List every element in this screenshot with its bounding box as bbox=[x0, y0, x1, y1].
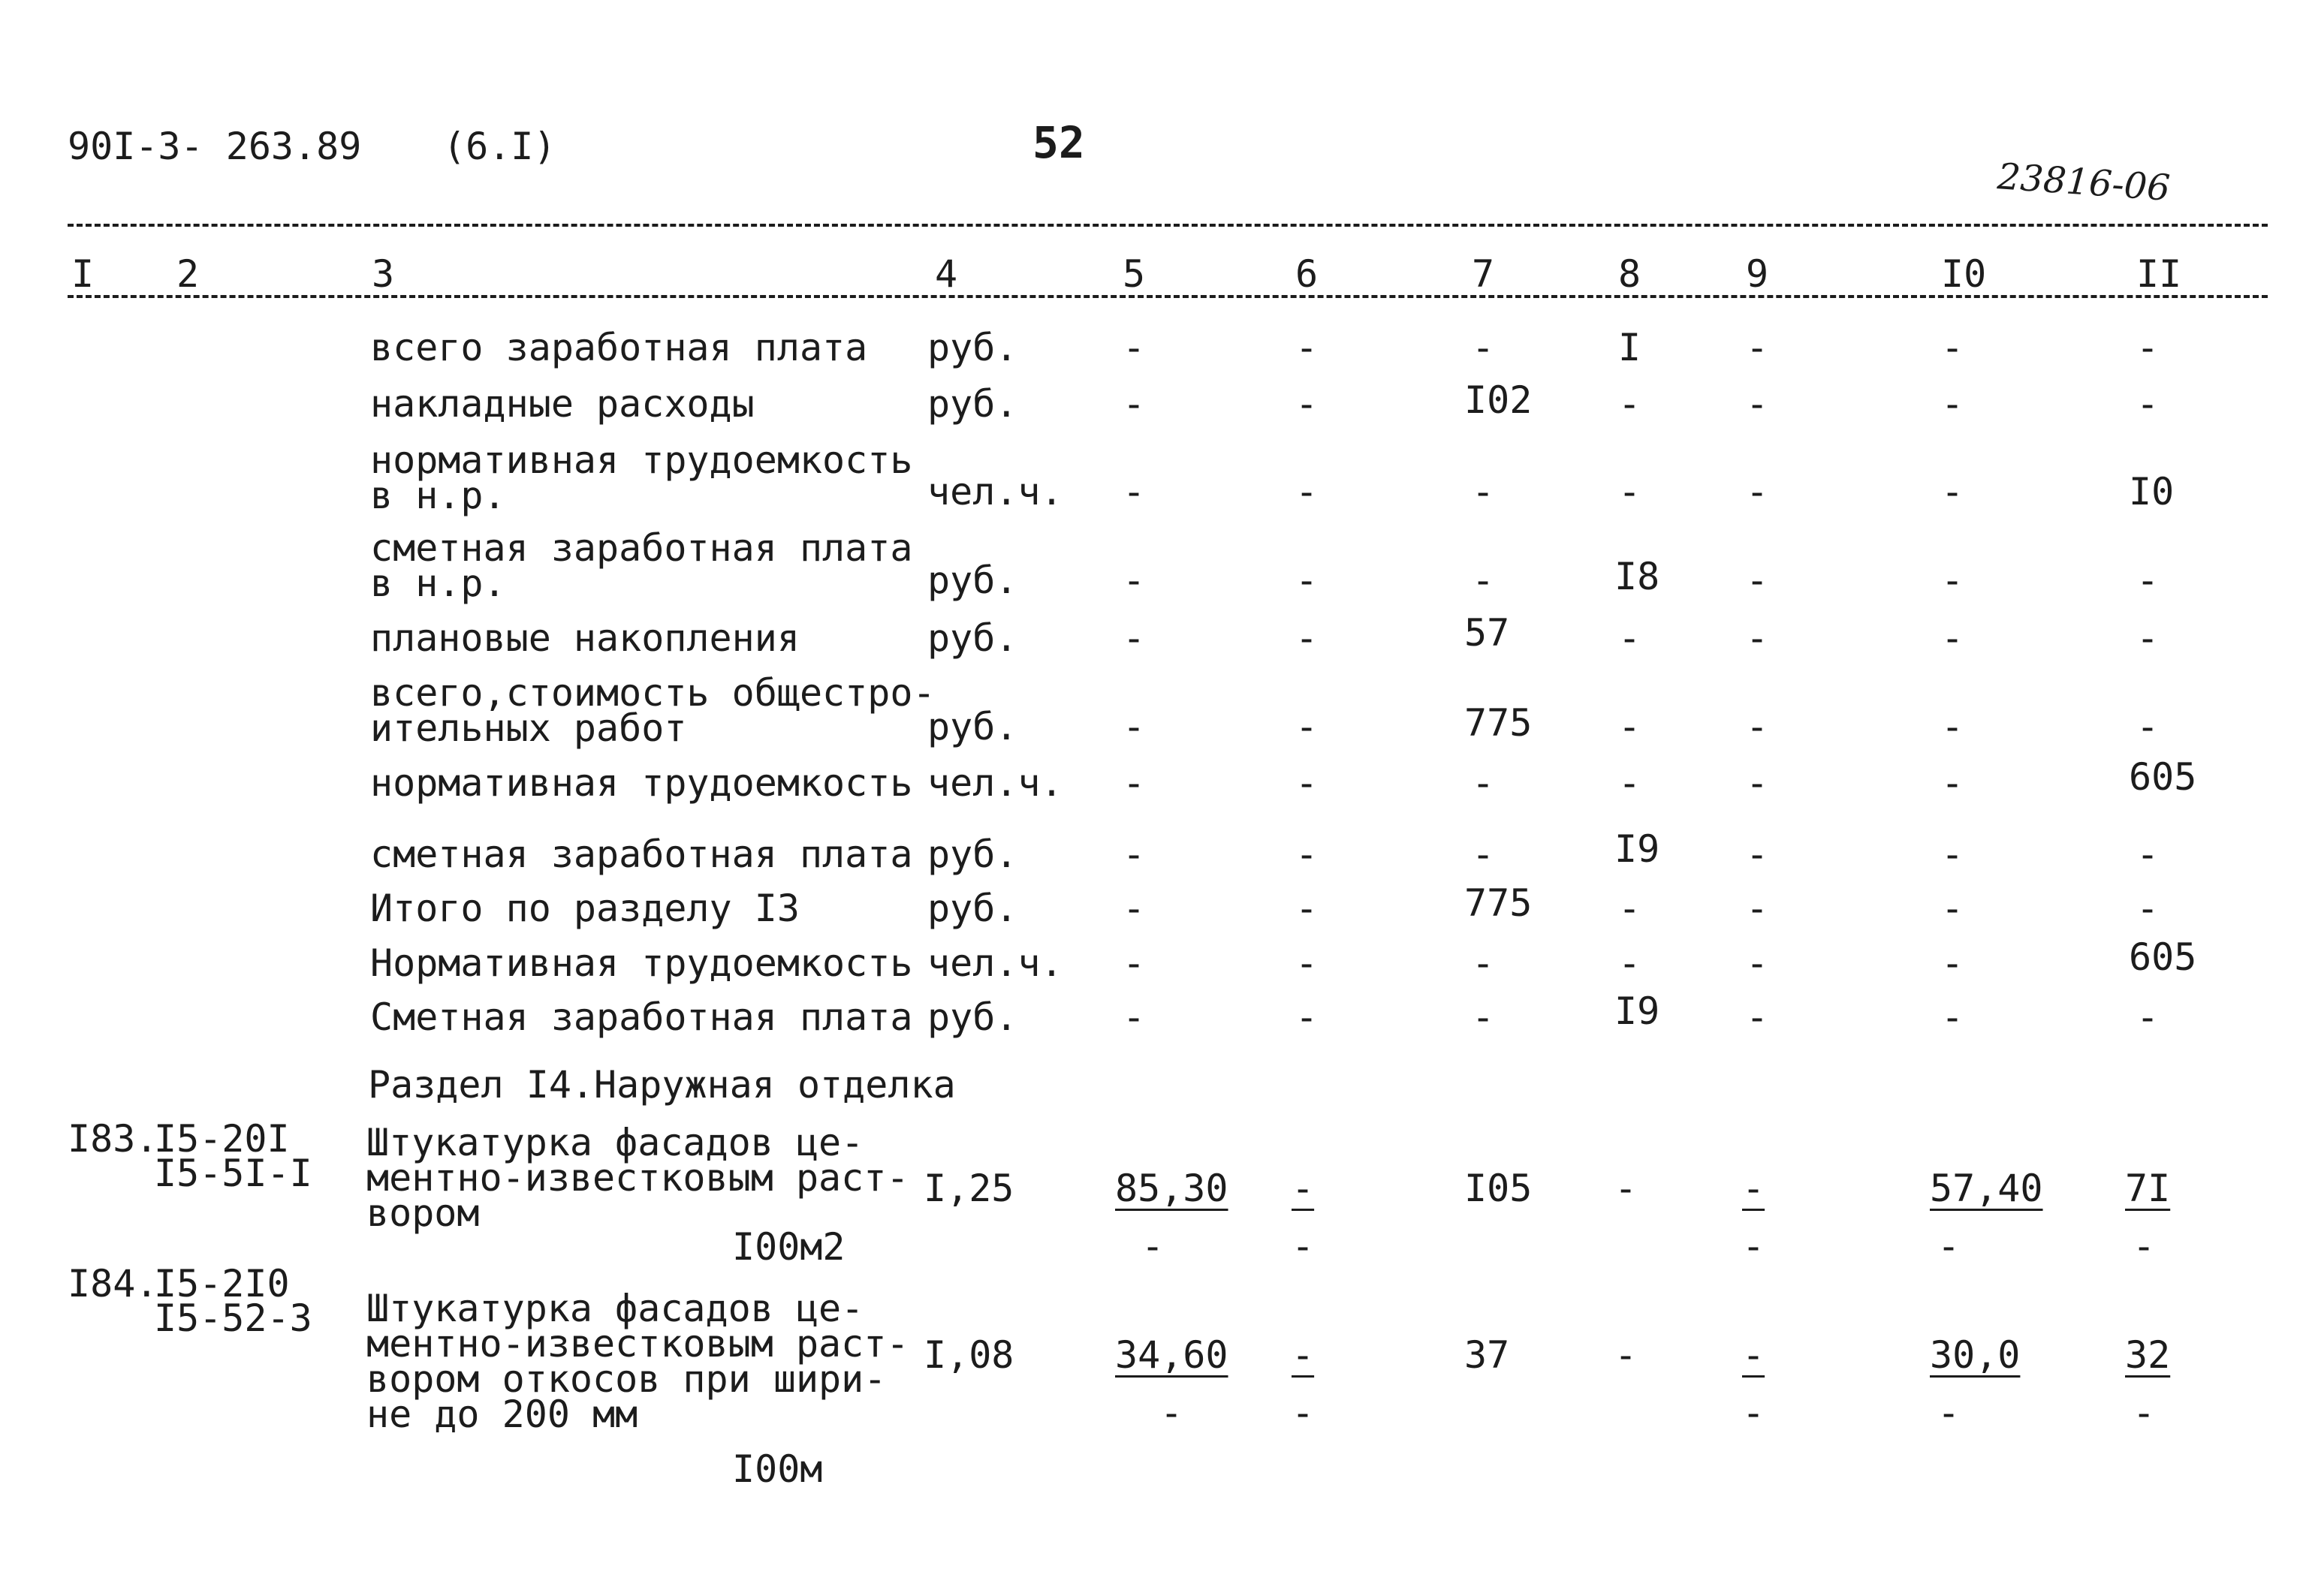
col-num-8: 8 bbox=[1618, 252, 1641, 296]
cell-c11-sub: - bbox=[2133, 1391, 2156, 1435]
cell-c10: - bbox=[1941, 382, 1964, 426]
col-num-7: 7 bbox=[1472, 252, 1495, 296]
header-rule bbox=[68, 295, 2268, 298]
col-num-3: 3 bbox=[372, 252, 395, 296]
cell-c9: - bbox=[1746, 995, 1769, 1039]
cell-c5: - bbox=[1123, 833, 1146, 876]
cell-c11: I0 bbox=[2129, 470, 2175, 513]
item-number: I84. bbox=[68, 1262, 158, 1305]
row-unit: чел.ч. bbox=[927, 470, 1063, 513]
row-name: Сметная заработная плата bbox=[370, 995, 913, 1039]
cell-c11: - bbox=[2136, 887, 2160, 930]
cell-c7: 37 bbox=[1464, 1333, 1510, 1377]
item-name-cont: вором bbox=[366, 1191, 480, 1235]
cell-c6: - bbox=[1295, 941, 1319, 985]
cell-c6: - bbox=[1295, 833, 1319, 876]
cell-c7: I05 bbox=[1464, 1167, 1533, 1210]
row-name-cont: ительных работ bbox=[370, 706, 687, 750]
cell-c11-sub: - bbox=[2133, 1224, 2156, 1268]
cell-c6: - bbox=[1295, 705, 1319, 748]
row-name: нормативная трудоемкость bbox=[370, 761, 913, 805]
page-number: 52 bbox=[1032, 117, 1085, 168]
cell-c11: - bbox=[2136, 326, 2160, 369]
cell-c9: - bbox=[1746, 559, 1769, 602]
cell-c9: - bbox=[1742, 1333, 1765, 1377]
cell-c10: - bbox=[1941, 705, 1964, 748]
row-unit: руб. bbox=[927, 705, 1018, 748]
item-number: I83. bbox=[68, 1117, 158, 1161]
row-unit: руб. bbox=[927, 559, 1018, 602]
row-unit: руб. bbox=[927, 616, 1018, 660]
cell-c11: - bbox=[2136, 833, 2160, 876]
cell-c8: - bbox=[1614, 1333, 1638, 1377]
cell-c10: 57,40 bbox=[1930, 1167, 2043, 1210]
cell-c5: - bbox=[1123, 887, 1146, 930]
cell-c6: - bbox=[1295, 470, 1319, 513]
item-code: I5-20I bbox=[154, 1117, 290, 1161]
cell-c11: 32 bbox=[2125, 1333, 2171, 1377]
cell-c5: 85,30 bbox=[1115, 1167, 1228, 1210]
cell-c6-sub: - bbox=[1292, 1391, 1315, 1435]
cell-c5: - bbox=[1123, 616, 1146, 660]
cell-c9-sub: - bbox=[1742, 1391, 1765, 1435]
cell-c6: - bbox=[1295, 326, 1319, 369]
row-unit: руб. bbox=[927, 995, 1018, 1039]
cell-c8: - bbox=[1618, 941, 1641, 985]
item-name-cont: ментно-известковым раст- bbox=[366, 1322, 909, 1366]
row-unit: руб. bbox=[927, 833, 1018, 876]
col-num-9: 9 bbox=[1746, 252, 1769, 296]
cell-c11: 605 bbox=[2129, 935, 2197, 979]
cell-c6: - bbox=[1295, 887, 1319, 930]
cell-c7: - bbox=[1472, 559, 1495, 602]
cell-c9: - bbox=[1746, 887, 1769, 930]
cell-c5: - bbox=[1123, 326, 1146, 369]
cell-c8: I bbox=[1618, 326, 1641, 369]
cell-c11: - bbox=[2136, 616, 2160, 660]
cell-c6: - bbox=[1292, 1167, 1315, 1210]
cell-c6: - bbox=[1295, 995, 1319, 1039]
cell-c6: - bbox=[1295, 761, 1319, 805]
row-name: всего,стоимость общестро- bbox=[370, 671, 936, 715]
cell-c8: - bbox=[1618, 761, 1641, 805]
cell-c9: - bbox=[1742, 1167, 1765, 1210]
cell-c5: - bbox=[1123, 995, 1146, 1039]
document-code: 90I-3- 263.89 bbox=[68, 125, 362, 168]
cell-c7: - bbox=[1472, 761, 1495, 805]
col-num-6: 6 bbox=[1295, 252, 1319, 296]
cell-c10: 30,0 bbox=[1930, 1333, 2021, 1377]
cell-c5-sub: - bbox=[1160, 1391, 1183, 1435]
cell-c9: - bbox=[1746, 941, 1769, 985]
cell-c7: - bbox=[1472, 326, 1495, 369]
cell-c6: - bbox=[1295, 382, 1319, 426]
cell-c10: - bbox=[1941, 326, 1964, 369]
item-name-cont: ментно-известковым раст- bbox=[366, 1156, 909, 1200]
col-num-1: I bbox=[71, 252, 95, 296]
item-name-cont: не до 200 мм bbox=[366, 1393, 638, 1436]
cell-c7: - bbox=[1472, 470, 1495, 513]
item-code-sub: I5-5I-I bbox=[154, 1152, 312, 1195]
cell-c11: 7I bbox=[2125, 1167, 2171, 1210]
cell-c6-sub: - bbox=[1292, 1224, 1315, 1268]
cell-c10: - bbox=[1941, 833, 1964, 876]
cell-c8: - bbox=[1618, 616, 1641, 660]
cell-c11: - bbox=[2136, 559, 2160, 602]
cell-c8: - bbox=[1618, 470, 1641, 513]
item-quantity: I,25 bbox=[924, 1167, 1014, 1210]
item-quantity: I,08 bbox=[924, 1333, 1014, 1377]
cell-c9-sub: - bbox=[1742, 1224, 1765, 1268]
cell-c8: I8 bbox=[1614, 555, 1660, 598]
cell-c11: - bbox=[2136, 705, 2160, 748]
cell-c5: - bbox=[1123, 761, 1146, 805]
cell-c5: - bbox=[1123, 470, 1146, 513]
cell-c9: - bbox=[1746, 833, 1769, 876]
item-measure: I00м2 bbox=[732, 1225, 846, 1269]
cell-c9: - bbox=[1746, 470, 1769, 513]
row-name: Нормативная трудоемкость bbox=[370, 941, 913, 985]
cell-c7: - bbox=[1472, 941, 1495, 985]
item-code: I5-2I0 bbox=[154, 1262, 290, 1305]
item-name: Штукатурка фасадов це- bbox=[366, 1121, 864, 1164]
cell-c6: - bbox=[1295, 616, 1319, 660]
row-unit: чел.ч. bbox=[927, 941, 1063, 985]
cell-c10-sub: - bbox=[1937, 1391, 1961, 1435]
row-unit: руб. bbox=[927, 382, 1018, 426]
cell-c5: - bbox=[1123, 559, 1146, 602]
cell-c11: - bbox=[2136, 995, 2160, 1039]
item-code-sub: I5-52-3 bbox=[154, 1296, 312, 1340]
cell-c5: - bbox=[1123, 705, 1146, 748]
cell-c10: - bbox=[1941, 470, 1964, 513]
col-num-11: II bbox=[2136, 252, 2182, 296]
cell-c8: I9 bbox=[1614, 827, 1660, 871]
row-name: нормативная трудоемкость bbox=[370, 438, 913, 482]
cell-c10: - bbox=[1941, 941, 1964, 985]
cell-c8: I9 bbox=[1614, 989, 1660, 1033]
row-name: Итого по разделу I3 bbox=[370, 887, 800, 930]
cell-c7: - bbox=[1472, 833, 1495, 876]
cell-c5: 34,60 bbox=[1115, 1333, 1228, 1377]
col-num-2: 2 bbox=[176, 252, 200, 296]
item-measure: I00м bbox=[732, 1447, 823, 1491]
cell-c8: - bbox=[1618, 382, 1641, 426]
cell-c8: - bbox=[1614, 1167, 1638, 1210]
cell-c5: - bbox=[1123, 382, 1146, 426]
cell-c7: 57 bbox=[1464, 611, 1510, 655]
cell-c7: 775 bbox=[1464, 881, 1533, 925]
cell-c8: - bbox=[1618, 705, 1641, 748]
cell-c6: - bbox=[1295, 559, 1319, 602]
row-name: плановые накопления bbox=[370, 616, 800, 660]
cell-c7: I02 bbox=[1464, 378, 1533, 422]
item-name-cont: вором откосов при шири- bbox=[366, 1357, 887, 1401]
cell-c10: - bbox=[1941, 887, 1964, 930]
row-name-cont: в н.р. bbox=[370, 562, 506, 605]
section-title: Раздел I4.Наружная отделка bbox=[368, 1063, 956, 1107]
cell-c10: - bbox=[1941, 995, 1964, 1039]
cell-c8: - bbox=[1618, 887, 1641, 930]
cell-c7: - bbox=[1472, 995, 1495, 1039]
cell-c9: - bbox=[1746, 616, 1769, 660]
cell-c9: - bbox=[1746, 761, 1769, 805]
row-unit: руб. bbox=[927, 326, 1018, 369]
row-name: накладные расходы bbox=[370, 382, 755, 426]
cell-c10: - bbox=[1941, 559, 1964, 602]
col-num-5: 5 bbox=[1123, 252, 1146, 296]
cell-c9: - bbox=[1746, 326, 1769, 369]
sheet-reference: (6.I) bbox=[443, 125, 556, 168]
cell-c7: 775 bbox=[1464, 701, 1533, 745]
cell-c10-sub: - bbox=[1937, 1224, 1961, 1268]
cell-c10: - bbox=[1941, 761, 1964, 805]
col-num-10: I0 bbox=[1941, 252, 1987, 296]
cell-c11: - bbox=[2136, 382, 2160, 426]
row-name: всего заработная плата bbox=[370, 326, 868, 369]
cell-c10: - bbox=[1941, 616, 1964, 660]
row-name: сметная заработная плата bbox=[370, 526, 913, 570]
cell-c6: - bbox=[1292, 1333, 1315, 1377]
item-name: Штукатурка фасадов це- bbox=[366, 1287, 864, 1330]
col-num-4: 4 bbox=[935, 252, 958, 296]
row-unit: чел.ч. bbox=[927, 761, 1063, 805]
top-rule bbox=[68, 224, 2268, 227]
row-name-cont: в н.р. bbox=[370, 474, 506, 517]
cell-c9: - bbox=[1746, 705, 1769, 748]
row-name: сметная заработная плата bbox=[370, 833, 913, 876]
cell-c9: - bbox=[1746, 382, 1769, 426]
inventory-number: 23816-06 bbox=[1996, 155, 2172, 209]
cell-c11: 605 bbox=[2129, 755, 2197, 799]
row-unit: руб. bbox=[927, 887, 1018, 930]
cell-c5-sub: - bbox=[1141, 1224, 1165, 1268]
cell-c5: - bbox=[1123, 941, 1146, 985]
